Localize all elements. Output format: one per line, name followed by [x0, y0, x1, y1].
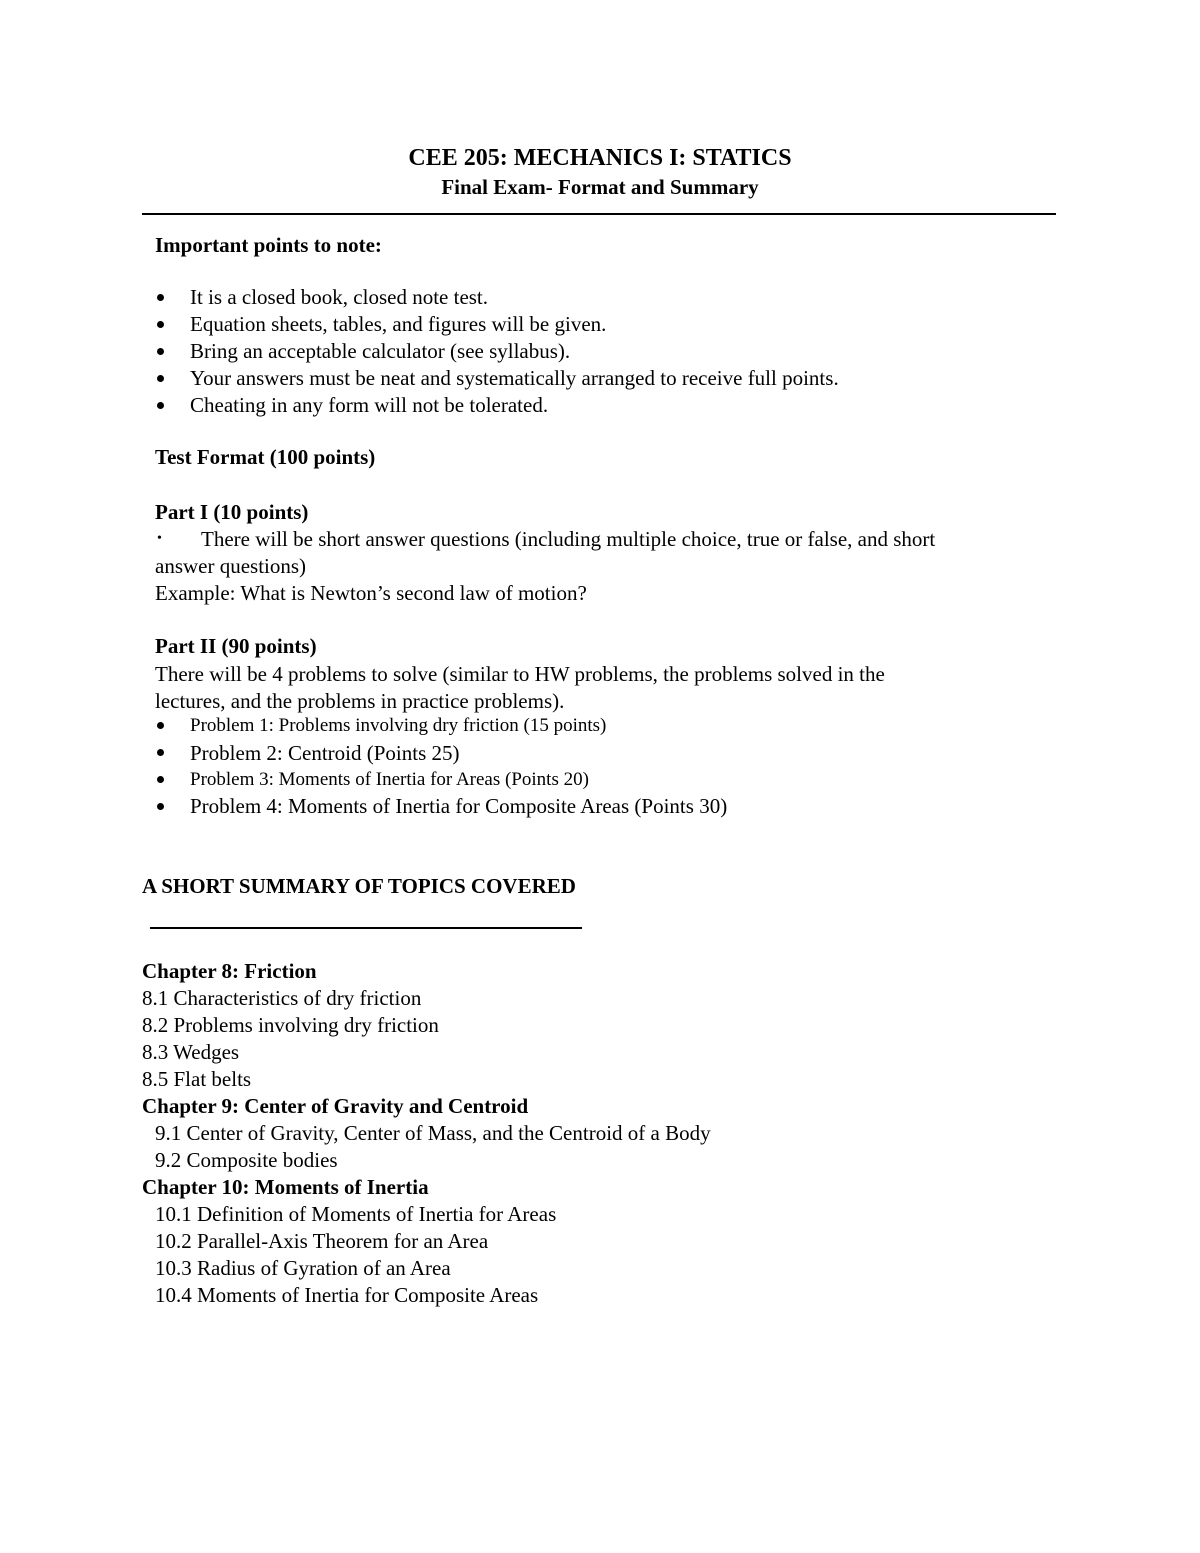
summary-heading: A SHORT SUMMARY OF TOPICS COVERED — [142, 874, 576, 898]
important-item: Your answers must be neat and systematically arranged to receive full points. — [190, 366, 839, 390]
bullet-icon — [157, 803, 164, 810]
important-heading: Important points to note: — [155, 233, 382, 257]
header-divider — [142, 213, 1056, 215]
chapter-topic: 10.4 Moments of Inertia for Composite Areas — [155, 1283, 539, 1307]
chapter-topic: 10.1 Definition of Moments of Inertia for Areas — [155, 1202, 557, 1226]
chapter-topic: 8.5 Flat belts — [142, 1067, 252, 1091]
bullet-icon — [157, 294, 164, 301]
chapter-title: Chapter 8: Friction — [142, 959, 317, 983]
chapter-topic: 8.3 Wedges — [142, 1040, 240, 1064]
bullet-icon — [157, 348, 164, 355]
bullet-icon — [157, 776, 164, 783]
problem-item: Problem 2: Centroid (Points 25) — [190, 741, 460, 765]
document-subtitle: Final Exam- Format and Summary — [441, 175, 759, 199]
problem-item: Problem 3: Moments of Inertia for Areas (Points 20) — [190, 769, 589, 790]
summary-divider — [150, 927, 582, 929]
test-format-heading: Test Format (100 points) — [155, 445, 376, 469]
chapter-topic: 8.1 Characteristics of dry friction — [142, 986, 422, 1010]
part1-example: Example: What is Newton’s second law of motion? — [155, 581, 587, 605]
chapter-title: Chapter 10: Moments of Inertia — [142, 1175, 429, 1199]
bullet-icon — [157, 375, 164, 382]
bullet-icon — [157, 321, 164, 328]
important-item: It is a closed book, closed note test. — [190, 285, 489, 309]
part1-line: answer questions) — [155, 554, 307, 578]
chapter-topic: 10.3 Radius of Gyration of an Area — [155, 1256, 451, 1280]
bullet-icon — [157, 722, 164, 729]
chapter-title: Chapter 9: Center of Gravity and Centroid — [142, 1094, 529, 1118]
bullet-icon — [157, 749, 164, 756]
important-item: Cheating in any form will not be tolerated. — [190, 393, 549, 417]
part2-heading: Part II (90 points) — [155, 634, 317, 658]
part2-intro: There will be 4 problems to solve (similar to HW problems, the problems solved in the — [155, 662, 885, 686]
chapter-topic: 9.2 Composite bodies — [155, 1148, 338, 1172]
part1-line: There will be short answer questions (including multiple choice, true or false, and short — [201, 527, 936, 551]
small-bullet-icon: • — [157, 531, 162, 546]
part2-intro: lectures, and the problems in practice problems). — [155, 689, 565, 713]
bullet-icon — [157, 402, 164, 409]
chapter-topic: 10.2 Parallel-Axis Theorem for an Area — [155, 1229, 489, 1253]
document-title: CEE 205: MECHANICS I: STATICS — [408, 145, 792, 171]
important-item: Bring an acceptable calculator (see syllabus). — [190, 339, 571, 363]
chapter-topic: 9.1 Center of Gravity, Center of Mass, and the Centroid of a Body — [155, 1121, 711, 1145]
important-item: Equation sheets, tables, and figures will be given. — [190, 312, 607, 336]
part1-heading: Part I (10 points) — [155, 500, 309, 524]
problem-item: Problem 1: Problems involving dry friction (15 points) — [190, 715, 607, 736]
problem-item: Problem 4: Moments of Inertia for Composite Areas (Points 30) — [190, 794, 728, 818]
chapter-topic: 8.2 Problems involving dry friction — [142, 1013, 439, 1037]
